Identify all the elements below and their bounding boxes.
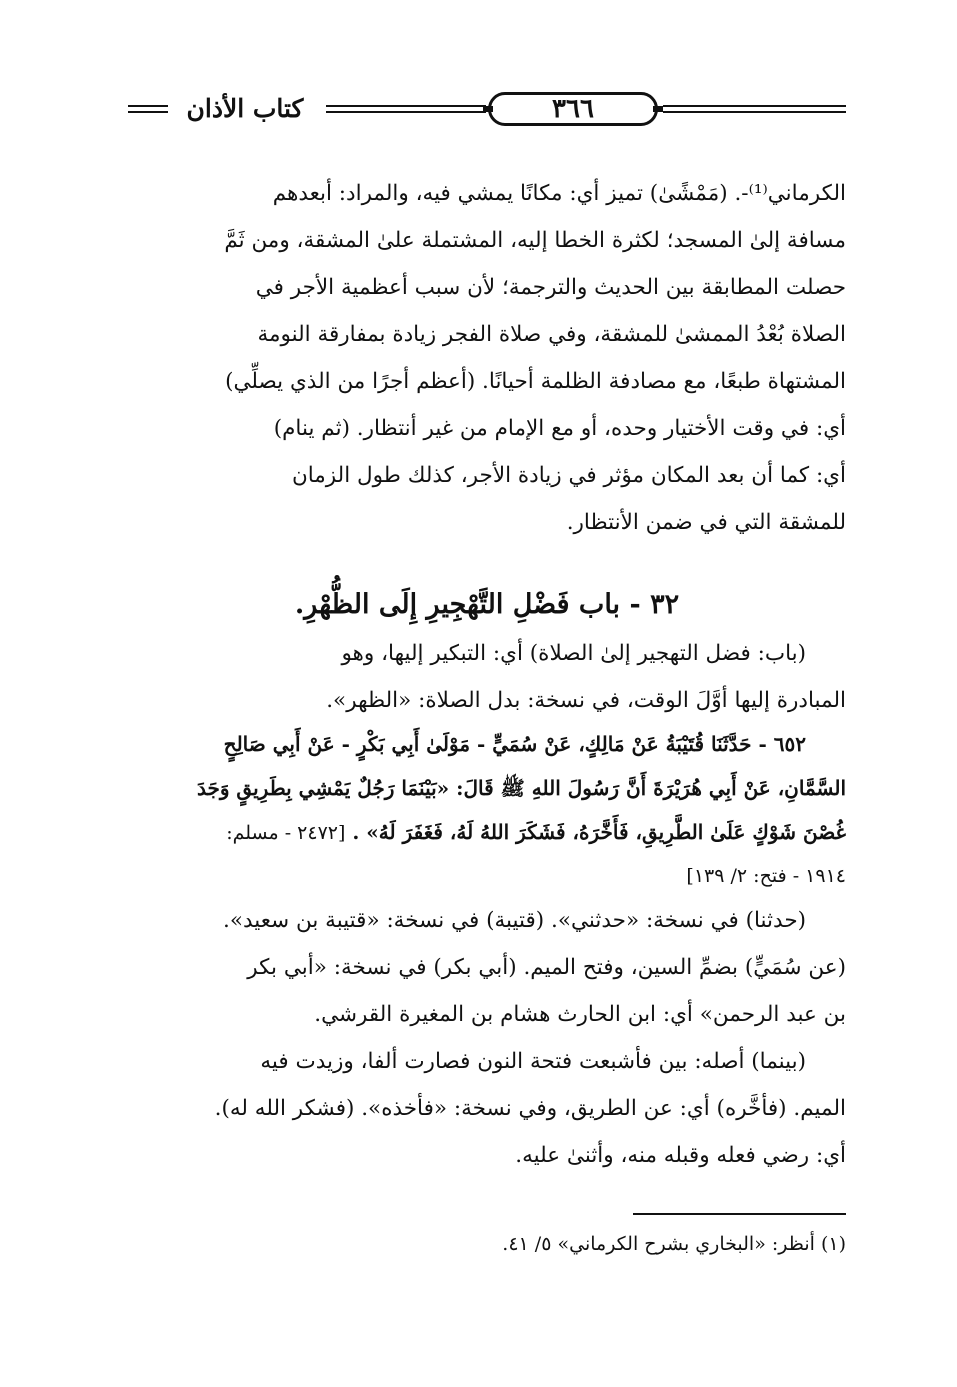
text-line: المشتهاة طبعًا، مع مصادفة الظلمة أحيانًا. (أعظم أجرًا من الذي يصلِّي) xyxy=(225,369,846,394)
chapter-heading: ٣٢ - باب فَضْلِ التَّهْجِيرِ إِلَى الظُّهْرِ. xyxy=(294,589,680,620)
text-line: أي: كما أن بعد المكان مؤثر في زيادة الأجر، كذلك طول الزمان xyxy=(291,463,846,488)
text-line: الصلاة بُعْدُ الممشىٰ للمشقة، وفي صلاة الفجر زيادة بمفارقة النومة xyxy=(257,322,846,347)
page-number: ٣٦٦ xyxy=(488,92,658,126)
text-line: مسافة إلىٰ المسجد؛ لكثرة الخطا إليه، المشتملة علىٰ المشقة، ومن ثَمَّ xyxy=(224,228,846,253)
text-line: حصلت المطابقة بين الحديث والترجمة؛ لأن سبب أعظمية الأجر في xyxy=(255,275,846,300)
text-line: (باب: فضل التهجير إلىٰ الصلاة) أي: التبكير إليها، وهو xyxy=(341,641,806,666)
text-line: أي: في وقت الأختيار وحده، أو مع الإمام من غير أنتظار. (ثم ينام) xyxy=(273,416,846,441)
text-line: الكرماني⁽¹⁾-. (مَمْشًىٰ) تميز أي: مكانًا يمشي فيه، والمراد: أبعدهم xyxy=(272,181,846,206)
header-rule-left xyxy=(128,105,168,113)
hadith-line: ٦٥٢ - حَدَّثَنَا قُتَيْبَةُ عَنْ مَالِكٍ، عَنْ سُمَيٍّ - مَوْلَىٰ أَبِي بَكْرٍ - عَنْ أَبِي صَالِحٍ xyxy=(223,732,806,756)
text-line: بن عبد الرحمن» أي: ابن الحارث هشام بن المغيرة القرشي. xyxy=(314,1002,846,1027)
hadith-text xyxy=(128,722,846,898)
hadith-line: غُصْنَ شَوْكٍ عَلَىٰ الطَّرِيقِ، فَأَخَّرَهُ، فَشَكَرَ اللهُ لَهُ، فَغَفَرَ لَهُ» . xyxy=(352,820,846,844)
text-line: للمشقة التي في ضمن الأنتظار. xyxy=(566,510,846,535)
footnote-separator xyxy=(633,1213,846,1215)
text-line: (حدثنا) في نسخة: «حدثني». (قتيبة) في نسخة: «قتيبة بن سعيد». xyxy=(223,908,806,933)
page-header xyxy=(128,92,846,132)
bab-commentary xyxy=(128,630,846,724)
hadith-reference: ١٩١٤ - فتح: ٢/ ١٣٩] xyxy=(686,865,846,887)
text-line: المبادرة إليها أوَّلَ الوقت، في نسخة: بدل الصلاة: «الظهر». xyxy=(326,688,846,713)
intro-paragraph xyxy=(128,170,846,546)
text-line: (عن سُمَيٍّ) بضمِّ السين، وفتح الميم. (أبي بكر) في نسخة: «أبي بكر xyxy=(247,955,846,980)
text-line: (بينما) أصله: بين فأشبعت فتحة النون فصارت ألفا، وزيدت فيه xyxy=(260,1049,806,1074)
footnote: (١) أنظر: «البخاري بشرح الكرماني» ٥/ ٤١. xyxy=(502,1233,846,1255)
header-rule-right xyxy=(663,105,846,113)
text-line: الميم. (فأخَّره) أي: عن الطريق، وفي نسخة: «فأخذه». (فشكر الله له). xyxy=(214,1096,846,1121)
header-rule-middle xyxy=(326,105,486,113)
hadith-reference: [٢٤٧٢ - مسلم: xyxy=(226,822,346,844)
commentary-paragraph xyxy=(128,897,846,1179)
text-line: أي: رضي فعله وقبله منه، وأثنىٰ عليه. xyxy=(515,1143,846,1168)
hadith-line: السَّمَّانِ، عَنْ أَبِي هُرَيْرَةَ أَنَّ رَسُولَ اللهِ ﷺ قَالَ: «بَيْنَمَا رَجُلٌ يَمْشِي بِطَرِيقٍ وَجَدَ xyxy=(196,776,846,800)
running-title: كتاب الأذان xyxy=(186,94,304,123)
